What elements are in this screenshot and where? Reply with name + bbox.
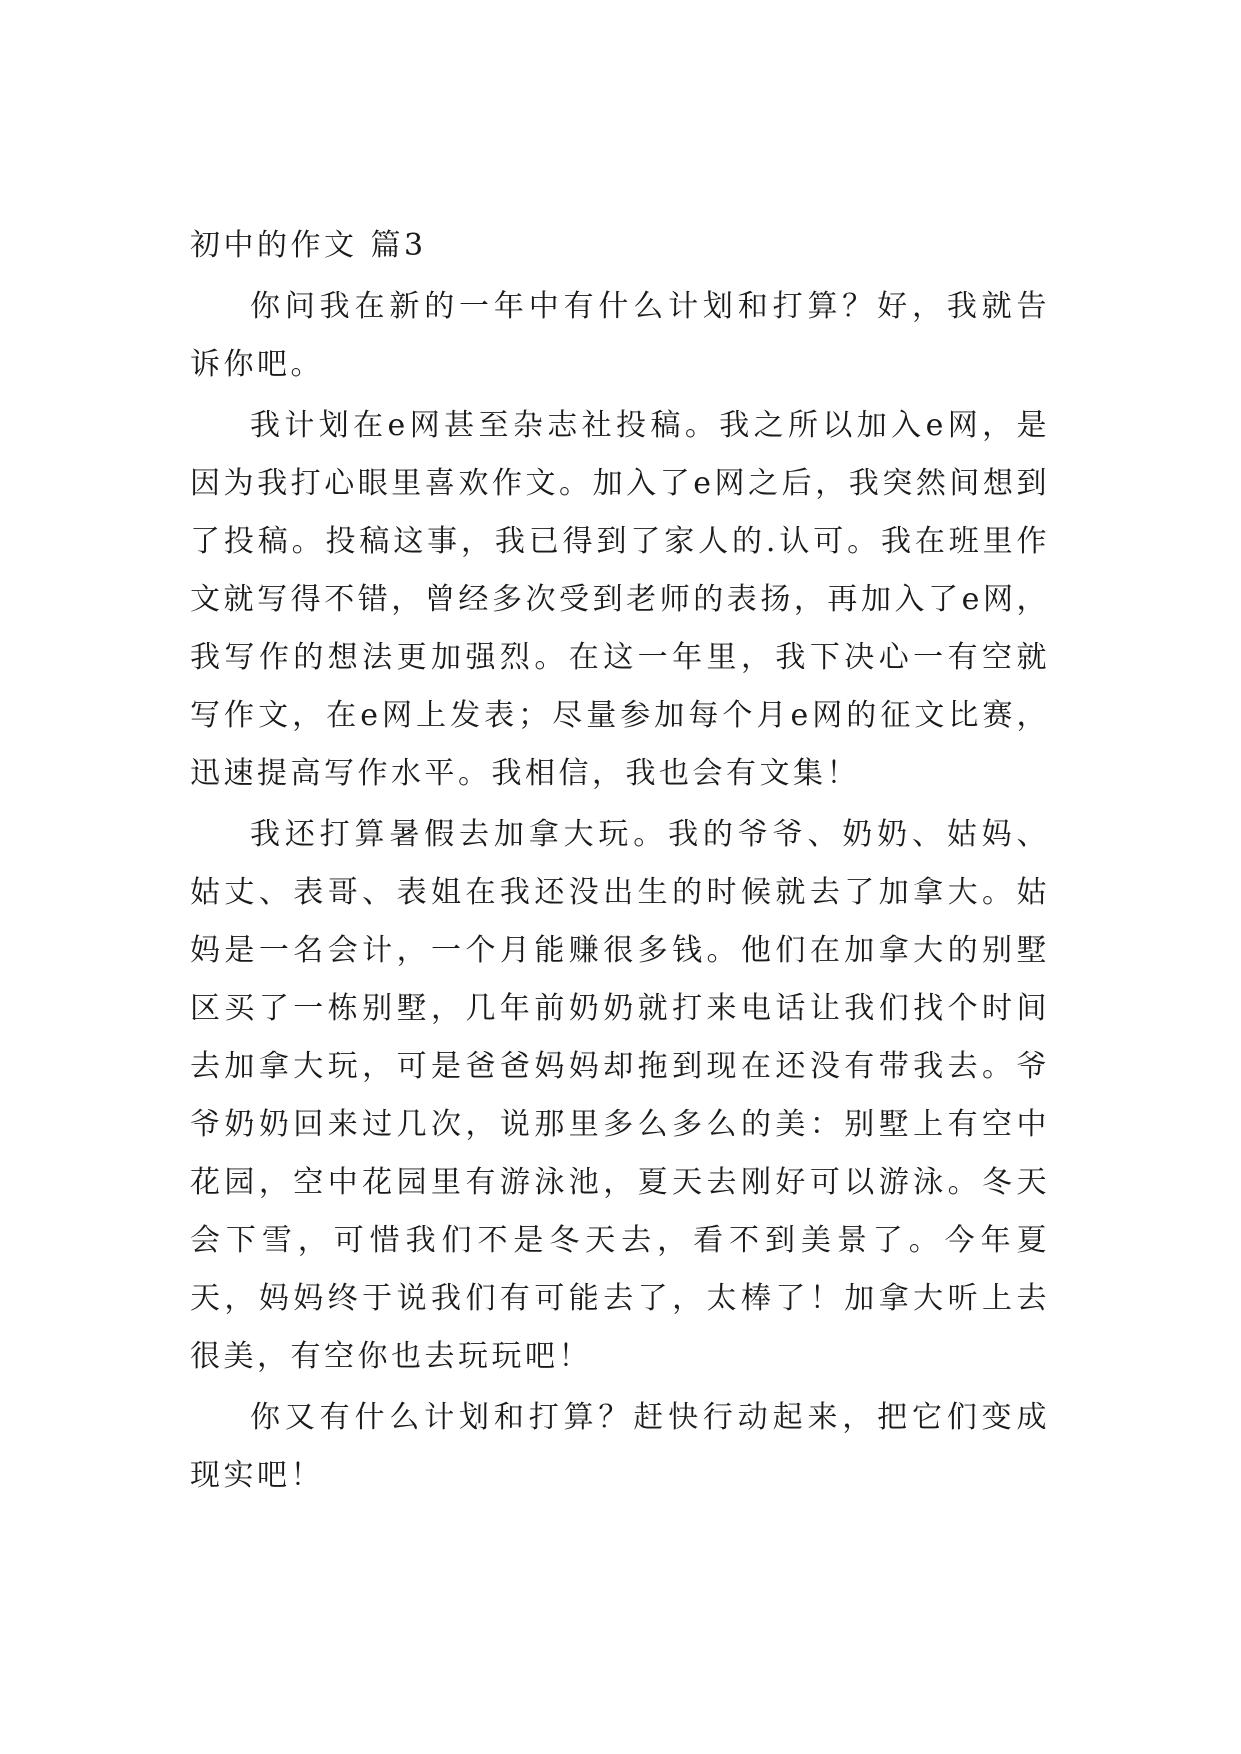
document-heading: 初中的作文 篇3 <box>190 228 427 263</box>
paragraph-2: 我计划在e网甚至杂志社投稿。我之所以加入e网，是因为我打心眼里喜欢作文。加入了e网之后，我突然间想到了投稿。投稿这事，我已得到了家人的.认可。我在班里作文就写得不错，曾经多次受到老师的表扬，再加入了e网，我写作的想法更加强烈。在这一年里，我下决心一有空就写作文，在e网上发表；尽量参加每个月e网的征文比赛，迅速提高写作水平。我相信，我也会有文集！ <box>190 408 1050 791</box>
paragraph-3: 我还打算暑假去加拿大玩。我的爷爷、奶奶、姑妈、姑丈、表哥、表姐在我还没出生的时候就去了加拿大。姑妈是一名会计，一个月能赚很多钱。他们在加拿大的别墅区买了一栋别墅，几年前奶奶就打来电话让我们找个时间去加拿大玩，可是爸爸妈妈却拖到现在还没有带我去。爷爷奶奶回来过几次，说那里多么多么的美：别墅上有空中花园，空中花园里有游泳池，夏天去刚好可以游泳。冬天会下雪，可惜我们不是冬天去，看不到美景了。今年夏天，妈妈终于说我们有可能去了，太棒了！加拿大听上去很美，有空你也去玩玩吧！ <box>190 817 1050 1374</box>
document-body <box>190 218 1050 1505</box>
paragraph-1: 你问我在新的一年中有什么计划和打算？好，我就告诉你吧。 <box>190 289 1050 382</box>
paragraph-4: 你又有什么计划和打算？赶快行动起来，把它们变成现实吧！ <box>190 1400 1050 1493</box>
